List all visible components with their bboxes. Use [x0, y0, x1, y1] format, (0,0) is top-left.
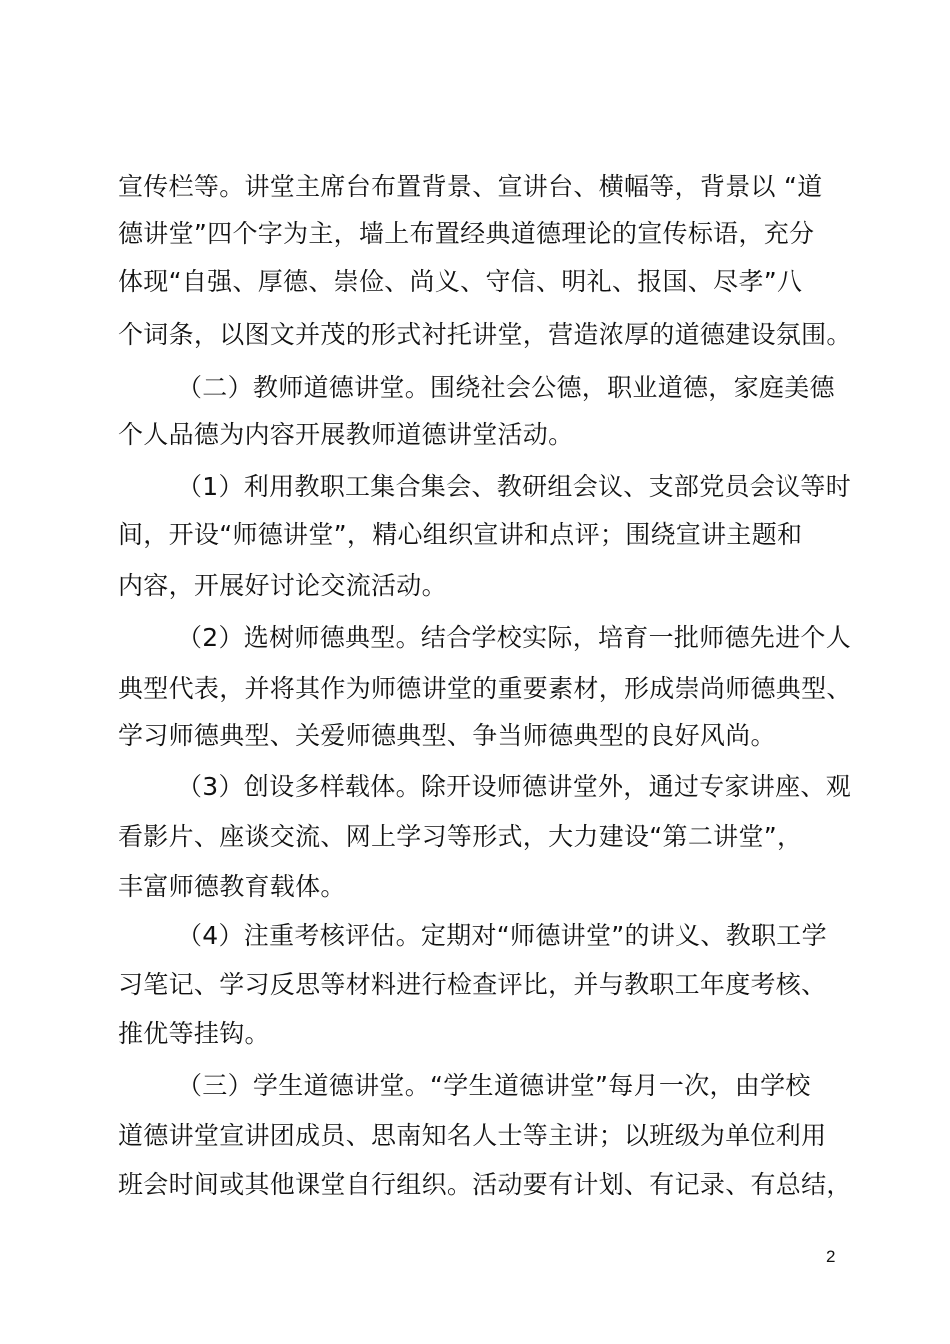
text-line: 宣传栏等。讲堂主席台布置背景、宣讲台、横幅等，背景以 “道	[118, 172, 823, 201]
text-line: 个词条，以图文并茂的形式衬托讲堂，营造浓厚的道德建设氛围。	[118, 320, 852, 349]
text-line: 看影片、座谈交流、网上学习等形式，大力建设“第二讲堂”，	[118, 822, 803, 851]
text-line: 道德讲堂宣讲团成员、思南知名人士等主讲；以班级为单位利用	[118, 1121, 827, 1150]
text-line: 内容，开展好讨论交流活动。	[118, 571, 447, 600]
paragraph-first-line: （二）教师道德讲堂。围绕社会公德，职业道德，家庭美德	[177, 373, 835, 402]
paragraph-first-line: （三）学生道德讲堂。“学生道德讲堂”每月一次，由学校	[177, 1071, 811, 1100]
text-line: 推优等挂钩。	[118, 1019, 270, 1048]
text-line: 班会时间或其他课堂自行组织。活动要有计划、有记录、有总结，	[118, 1170, 852, 1199]
paragraph-first-line: （1）利用教职工集合集会、教研组会议、支部党员会议等时	[177, 472, 852, 501]
text-line: 体现“自强、厚德、崇俭、尚义、守信、明礼、报国、尽孝”八	[118, 267, 803, 296]
paragraph-first-line: （3）创设多样载体。除开设师德讲堂外，通过专家讲座、观	[177, 772, 852, 801]
text-line: 个人品德为内容开展教师道德讲堂活动。	[118, 420, 574, 449]
text-line: 学习师德典型、关爱师德典型、争当师德典型的良好风尚。	[118, 721, 776, 750]
page-number: 2	[826, 1247, 836, 1266]
paragraph-first-line: （2）选树师德典型。结合学校实际，培育一批师德先进个人	[177, 623, 852, 652]
paragraph-first-line: （4）注重考核评估。定期对“师德讲堂”的讲义、教职工学	[177, 921, 827, 950]
text-line: 典型代表，并将其作为师德讲堂的重要素材，形成崇尚师德典型、	[118, 674, 852, 703]
text-line: 丰富师德教育载体。	[118, 872, 346, 901]
text-line: 习笔记、学习反思等材料进行检查评比，并与教职工年度考核、	[118, 970, 827, 999]
text-line: 间，开设“师德讲堂”，精心组织宣讲和点评；围绕宣讲主题和	[118, 520, 803, 549]
text-line: 德讲堂”四个字为主，墙上布置经典道德理论的宣传标语，充分	[118, 219, 815, 248]
